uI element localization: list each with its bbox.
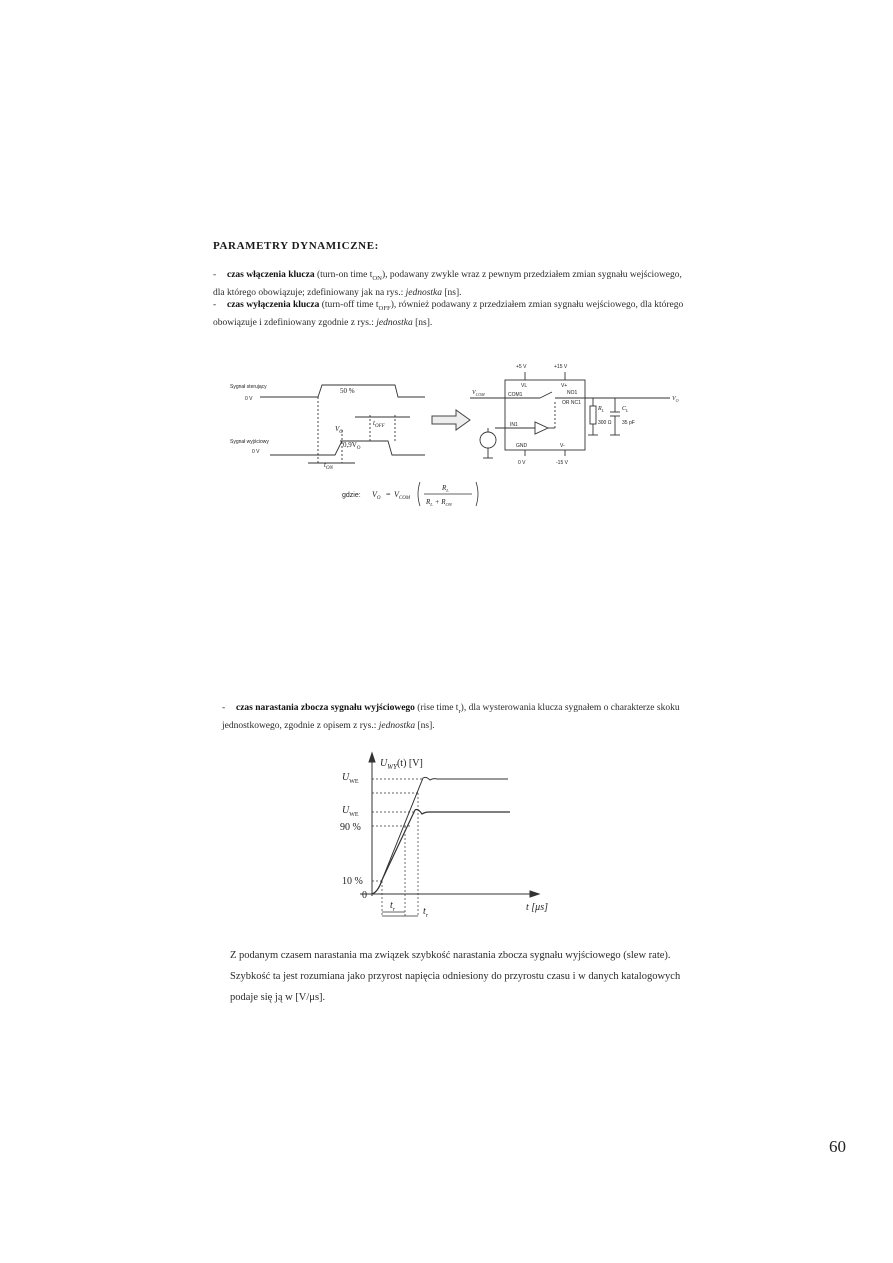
list-item-rise-time bbox=[222, 701, 692, 734]
definition-rest: ), dla wysterowania klucza sygnałem o charakterze skoku jednostkowego, zgodnie z opisem z rys.: bbox=[222, 703, 680, 731]
vplus-label: V+ bbox=[561, 383, 568, 389]
tr-main: t bbox=[390, 900, 393, 911]
rise-time-graph bbox=[330, 750, 570, 930]
x-axis-label: t [μs] bbox=[526, 902, 548, 913]
vo-main: V bbox=[335, 425, 340, 433]
zero-label: 0 bbox=[362, 890, 367, 901]
timing-diagram bbox=[230, 375, 430, 470]
pct09-main: 0,9V bbox=[343, 441, 357, 449]
tr-sub: r bbox=[392, 907, 396, 913]
list-item-turn-on bbox=[213, 268, 693, 301]
definition: (rise time t bbox=[417, 703, 459, 713]
vcom-label bbox=[472, 390, 485, 397]
vo-label bbox=[335, 425, 343, 435]
den-sub: L bbox=[430, 502, 433, 507]
formula bbox=[340, 478, 490, 510]
uwe-prime-sub: WE bbox=[349, 779, 359, 785]
y-axis-label bbox=[380, 758, 423, 771]
formula-den bbox=[425, 498, 453, 507]
circuit-diagram bbox=[470, 360, 690, 470]
unit: [ns]. bbox=[415, 317, 433, 328]
cl-label bbox=[622, 406, 629, 413]
plus15-label: +15 V bbox=[554, 364, 568, 370]
list-item-turn-off bbox=[213, 298, 693, 331]
tr-prime-main: t bbox=[423, 906, 426, 917]
lhs-main: V bbox=[372, 490, 377, 499]
den-main: R bbox=[426, 498, 431, 506]
sub: r bbox=[458, 707, 461, 715]
no1-label: NO1 bbox=[567, 390, 578, 396]
figure-ref: jednostka bbox=[376, 317, 413, 328]
y-arrow bbox=[369, 753, 375, 762]
in1-label: IN1 bbox=[510, 422, 518, 428]
p10-label: 10 % bbox=[342, 876, 363, 887]
body-paragraph-2: Szybkość ta jest rozumiana jako przyrost napięcia odniesiony do przyrostu czasu i w danych katalogowych podaje się ją w [V/μs]. bbox=[230, 971, 681, 1003]
figure-ref: jednostka bbox=[378, 720, 416, 731]
den-sub2: ON bbox=[445, 502, 452, 507]
den-plus: + R bbox=[434, 498, 446, 506]
num-sub: L bbox=[446, 488, 449, 493]
v-main: V bbox=[394, 490, 399, 499]
vo-main: V bbox=[672, 396, 676, 402]
definition: (turn-off time t bbox=[321, 300, 379, 310]
unit: [ns]. bbox=[417, 720, 435, 731]
ton-sub: ON bbox=[325, 466, 333, 470]
pct09-sub: O bbox=[356, 446, 361, 451]
arrow-right-icon bbox=[430, 408, 472, 432]
zero-v-label: 0 V bbox=[252, 449, 260, 455]
vcom-sub: COM bbox=[475, 392, 485, 397]
formula-eq: = bbox=[386, 490, 391, 499]
plus5-label: +5 V bbox=[516, 364, 527, 370]
y-main: U bbox=[380, 758, 388, 769]
bullet-dash: - bbox=[213, 270, 217, 280]
ton-main: t bbox=[324, 461, 326, 469]
com1-label: COM1 bbox=[508, 392, 523, 398]
y-rest: (t) [V] bbox=[396, 758, 423, 769]
term: czas narastania zbocza sygnału wyjściowego bbox=[236, 703, 415, 713]
toff-main: t bbox=[373, 419, 375, 427]
vo-label bbox=[672, 396, 679, 403]
unit: [ns]. bbox=[444, 287, 462, 298]
x-arrow bbox=[530, 891, 539, 897]
cl-sub: L bbox=[626, 408, 629, 413]
tr-prime-label bbox=[423, 906, 429, 919]
num-main: R bbox=[442, 484, 447, 492]
ton-label bbox=[324, 461, 334, 470]
zero-v-label: 0 V bbox=[245, 396, 253, 402]
term: czas włączenia klucza bbox=[227, 270, 315, 280]
y-sub: WY bbox=[387, 763, 397, 771]
uwe-prime-main: U bbox=[342, 772, 350, 783]
formula-lhs bbox=[372, 490, 381, 501]
vminus-label: V- bbox=[560, 443, 565, 449]
vl-label: VL bbox=[521, 383, 528, 389]
body-text bbox=[230, 945, 690, 1008]
curve-real bbox=[372, 810, 510, 895]
uwe-main: U bbox=[342, 805, 350, 816]
rl-main: R bbox=[598, 406, 602, 412]
cl-main: C bbox=[622, 406, 627, 412]
output-label: Sygnał wyjściowy bbox=[230, 439, 269, 445]
toff-sub: OFF bbox=[374, 424, 385, 429]
curve-ideal bbox=[372, 777, 508, 894]
uwe-prime-label bbox=[342, 772, 359, 785]
figure-ref: jednostka bbox=[405, 287, 443, 298]
minus15-label: -15 V bbox=[556, 460, 568, 466]
pct09-label bbox=[343, 441, 361, 451]
formula-prefix: gdzie: bbox=[342, 492, 361, 499]
resistor-rl bbox=[590, 406, 596, 424]
uwe-label bbox=[342, 805, 359, 818]
formula-v bbox=[394, 490, 411, 501]
tr-prime-sub: r bbox=[425, 913, 429, 919]
c-value: 35 pF bbox=[622, 420, 635, 426]
v-sub: COM bbox=[398, 496, 411, 501]
zero-v-label: 0 V bbox=[518, 460, 526, 466]
body-paragraph-1: Z podanym czasem narastania ma związek szybkość narastania zbocza sygnału wyjściowego (slew rate). bbox=[230, 950, 671, 961]
pct50-label: 50 % bbox=[340, 387, 355, 395]
definition: (turn-on time t bbox=[316, 270, 373, 280]
definition-rest: ), również podawany z przedziałem zmian sygnału wejściowego, dla którego obowiązuje i zdefiniowany zgodnie z rys.: bbox=[213, 300, 684, 328]
signal-source bbox=[480, 432, 496, 448]
tr-label bbox=[390, 900, 396, 913]
rl-sub: L bbox=[601, 408, 604, 413]
definition-rest: ), podawany zwykle wraz z pewnym przedziałem zmian sygnału wejściowego, dla którego obowiązuje; zdefiniowany jak na rys.: bbox=[213, 270, 682, 298]
bullet-dash: - bbox=[213, 300, 217, 310]
driver-buffer bbox=[535, 422, 548, 434]
vo-sub: O bbox=[675, 398, 679, 403]
term: czas wyłączenia klucza bbox=[227, 300, 320, 310]
gnd-label: GND bbox=[516, 443, 528, 449]
formula-num bbox=[441, 484, 449, 493]
bullet-dash: - bbox=[222, 703, 226, 713]
page-number: 60 bbox=[829, 1137, 846, 1156]
section-heading: PARAMETRY DYNAMICZNE: bbox=[213, 240, 379, 252]
sub: OFF bbox=[378, 304, 391, 312]
lhs-sub: O bbox=[376, 496, 381, 501]
vcom-main: V bbox=[472, 390, 476, 396]
p90-label: 90 % bbox=[340, 822, 361, 833]
uwe-sub: WE bbox=[349, 812, 359, 818]
r-value: 300 Ω bbox=[598, 420, 612, 426]
nc1-label: OR NC1 bbox=[562, 400, 581, 406]
control-label: Sygnał sterujący bbox=[230, 384, 267, 390]
toff-label bbox=[373, 419, 386, 429]
rl-label bbox=[597, 406, 605, 413]
vo-sub: O bbox=[339, 430, 343, 435]
sub: ON bbox=[372, 274, 382, 282]
